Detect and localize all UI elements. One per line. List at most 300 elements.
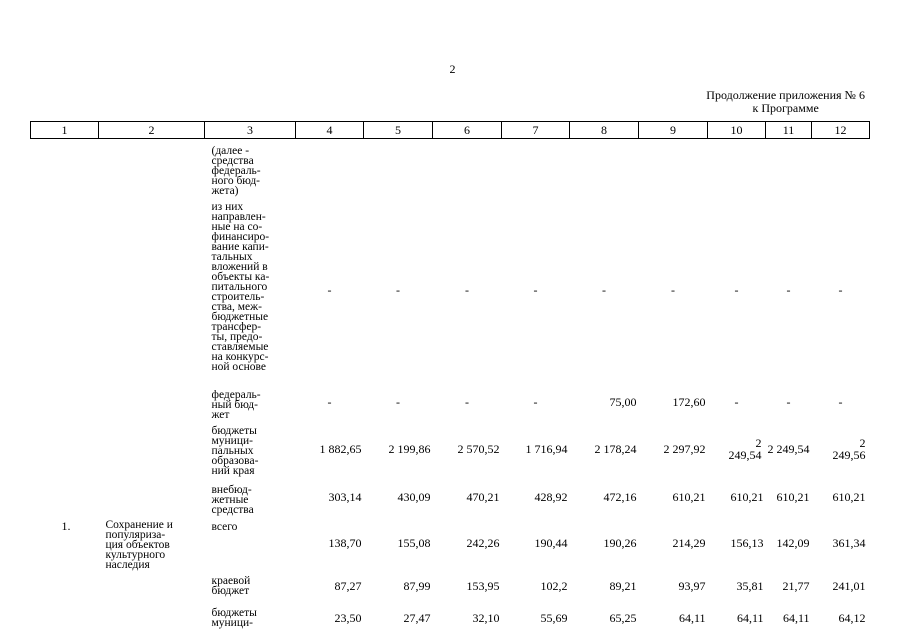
value: 472,16 xyxy=(603,490,637,504)
col-header: 3 xyxy=(205,122,296,139)
value-cell-body xyxy=(433,602,502,635)
value: 156,13 xyxy=(730,535,764,550)
value: 610,21 xyxy=(730,490,764,504)
value: - xyxy=(533,282,538,297)
funding-source-line: бюджеты xyxy=(211,424,257,437)
value-cell-body xyxy=(708,570,766,602)
value-cell xyxy=(570,384,639,420)
funding-source-line: ставляемые xyxy=(211,340,269,353)
value: 32,10 xyxy=(472,611,500,625)
value-cell xyxy=(639,420,708,479)
funding-source-line: ты, предо- xyxy=(211,330,263,343)
value: 55,69 xyxy=(540,611,568,625)
value-cell-body xyxy=(766,479,812,516)
funding-source-line: пальных xyxy=(211,444,254,457)
value-cell-body xyxy=(766,602,812,635)
value-cell xyxy=(570,479,639,516)
funding-source-line: муници- xyxy=(211,616,253,629)
funding-source-line: ного бюд- xyxy=(211,174,260,187)
value-cell xyxy=(296,384,364,420)
value: - xyxy=(838,394,843,409)
value-cell-body xyxy=(364,384,433,420)
value: - xyxy=(327,394,332,409)
value: - xyxy=(786,282,791,297)
value-cell xyxy=(502,384,570,420)
value-cell-body xyxy=(708,516,766,570)
value: 303,14 xyxy=(328,490,362,504)
value: 2 249,56 xyxy=(832,436,866,462)
value-cell xyxy=(766,196,812,384)
value-cell xyxy=(812,602,870,635)
value-cell xyxy=(364,570,433,602)
value: 89,21 xyxy=(609,578,637,593)
table-row xyxy=(31,384,870,420)
header-row xyxy=(31,122,870,139)
value-cell-body xyxy=(502,420,570,479)
value-cell-body xyxy=(296,196,364,384)
value-cell xyxy=(570,570,639,602)
value-cell-body xyxy=(812,196,870,384)
row-index-cell xyxy=(31,516,99,570)
value-cell xyxy=(296,420,364,479)
value-cell-body xyxy=(502,384,570,420)
value-cell xyxy=(708,384,766,420)
funding-source-line: средства xyxy=(211,154,254,167)
value: 153,95 xyxy=(466,578,500,593)
value-cell-body xyxy=(433,196,502,384)
value: - xyxy=(734,394,739,409)
value-cell-body xyxy=(812,479,870,516)
table-row xyxy=(31,420,870,479)
funding-source-line: строитель- xyxy=(211,290,265,303)
value-cell xyxy=(296,570,364,602)
table-row xyxy=(31,516,870,570)
value: 172,60 xyxy=(672,394,706,409)
value: 2 297,92 xyxy=(663,442,706,456)
value: 64,11 xyxy=(678,611,706,625)
funding-source-line: ный бюд- xyxy=(211,398,258,411)
value-cell-body xyxy=(502,602,570,635)
value: 428,92 xyxy=(534,490,568,504)
value-cell xyxy=(812,384,870,420)
table-row xyxy=(31,479,870,516)
funding-source-line: финансиро- xyxy=(211,230,270,243)
funding-source-line: муници- xyxy=(211,434,253,447)
value-cell xyxy=(639,196,708,384)
measure-name-cell xyxy=(99,384,205,420)
budget-table xyxy=(30,121,870,635)
continuation-line-1: Продолжение приложения № 6 xyxy=(706,88,865,102)
row-index-cell xyxy=(31,420,99,479)
value-cell xyxy=(570,420,639,479)
value-cell-body xyxy=(708,602,766,635)
value: 242,26 xyxy=(466,535,500,550)
value: 2 249,54 xyxy=(767,442,810,456)
value-cell xyxy=(708,516,766,570)
funding-source-cell xyxy=(205,384,296,420)
value-cell xyxy=(708,570,766,602)
value-cell-body xyxy=(502,516,570,570)
value-cell xyxy=(766,602,812,635)
funding-source-line: (далее - xyxy=(211,144,250,157)
value-cell xyxy=(639,384,708,420)
value-cell-body xyxy=(296,420,364,479)
funding-source-line: жет xyxy=(211,408,230,421)
value: - xyxy=(602,282,606,297)
value-cell xyxy=(364,420,433,479)
value-cell xyxy=(708,139,766,196)
value-cell-body xyxy=(364,196,433,384)
value-cell-body xyxy=(570,139,639,196)
value-cell xyxy=(502,602,570,635)
value-cell xyxy=(296,479,364,516)
row-index-cell xyxy=(31,384,99,420)
value-cell xyxy=(812,570,870,602)
value-cell xyxy=(364,479,433,516)
value: 102,2 xyxy=(540,578,568,593)
col-header: 4 xyxy=(296,122,364,139)
row-index-cell xyxy=(31,602,99,635)
funding-source-cell xyxy=(205,516,296,570)
value-cell-body xyxy=(296,602,364,635)
value-cell xyxy=(812,479,870,516)
funding-source-line: объекты ка- xyxy=(211,270,270,283)
value: 610,21 xyxy=(776,490,810,504)
value-cell-body xyxy=(296,384,364,420)
value-cell-body xyxy=(570,570,639,602)
value-cell xyxy=(296,196,364,384)
measure-name-cell xyxy=(99,196,205,384)
funding-source-line: направлен- xyxy=(211,210,266,223)
value-cell xyxy=(570,516,639,570)
col-header: 10 xyxy=(708,122,766,139)
continuation-note xyxy=(706,89,865,115)
funding-source-line: бюджет xyxy=(211,584,250,597)
value-cell-body xyxy=(812,570,870,602)
funding-source-line: бюджетные xyxy=(211,310,269,323)
value-cell xyxy=(502,196,570,384)
funding-source-line: вание капи- xyxy=(211,240,269,253)
value-cell xyxy=(639,139,708,196)
value: - xyxy=(396,282,400,297)
page-number: 2 xyxy=(449,62,456,76)
value: - xyxy=(396,394,400,409)
funding-source-line: вложений в xyxy=(211,260,268,273)
col-header: 11 xyxy=(766,122,812,139)
funding-source-line: внебюд- xyxy=(211,483,252,496)
value-cell xyxy=(433,196,502,384)
value-cell xyxy=(766,479,812,516)
funding-source-line: федераль- xyxy=(211,388,261,401)
table-row xyxy=(31,602,870,635)
value-cell-body xyxy=(708,139,766,196)
value-cell-body xyxy=(502,139,570,196)
value-cell-body xyxy=(639,420,708,479)
funding-source-cell xyxy=(205,420,296,479)
value-cell-body xyxy=(766,139,812,196)
value-cell-body xyxy=(433,570,502,602)
value-cell xyxy=(639,602,708,635)
value-cell-body xyxy=(708,384,766,420)
value-cell-body xyxy=(812,516,870,570)
value: - xyxy=(465,282,469,297)
value-cell xyxy=(433,384,502,420)
value: 75,00 xyxy=(609,394,637,409)
value-cell xyxy=(812,196,870,384)
value: 64,12 xyxy=(838,611,866,625)
value-cell-body xyxy=(364,139,433,196)
value: - xyxy=(327,282,332,297)
table-row xyxy=(31,139,870,196)
value-cell xyxy=(639,570,708,602)
value-cell xyxy=(502,479,570,516)
value-cell xyxy=(433,602,502,635)
value: 2 199,86 xyxy=(388,442,431,456)
value-cell xyxy=(766,139,812,196)
row-index-cell xyxy=(31,139,99,196)
value-cell xyxy=(433,420,502,479)
row-index-cell xyxy=(31,196,99,384)
funding-source-cell xyxy=(205,602,296,635)
value-cell-body xyxy=(639,196,708,384)
value: 1 882,65 xyxy=(319,442,362,456)
value-cell xyxy=(296,602,364,635)
value-cell xyxy=(502,516,570,570)
value-cell-body xyxy=(570,479,639,516)
value-cell xyxy=(364,139,433,196)
funding-source-line: образова- xyxy=(211,454,259,467)
value: 430,09 xyxy=(397,490,431,504)
value-cell-body xyxy=(364,570,433,602)
value-cell xyxy=(502,570,570,602)
funding-source-line: бюджеты xyxy=(211,606,257,619)
value: 470,21 xyxy=(466,490,500,504)
value-cell-body xyxy=(502,479,570,516)
value-cell-body xyxy=(296,516,364,570)
value-cell-body xyxy=(433,384,502,420)
value-cell-body xyxy=(296,479,364,516)
value-cell-body xyxy=(812,139,870,196)
value-cell xyxy=(364,196,433,384)
value-cell xyxy=(364,516,433,570)
value-cell xyxy=(502,420,570,479)
value-cell xyxy=(570,602,639,635)
value-cell-body xyxy=(296,139,364,196)
value: 190,44 xyxy=(534,535,568,550)
value-cell xyxy=(766,570,812,602)
col-header: 6 xyxy=(433,122,502,139)
funding-source-line: ной основе xyxy=(211,360,266,373)
value: 610,21 xyxy=(832,490,866,504)
value: 27,47 xyxy=(403,611,431,625)
value-cell-body xyxy=(812,602,870,635)
value: 93,97 xyxy=(678,578,706,593)
funding-source-line: трансфер- xyxy=(211,320,262,333)
table-row xyxy=(31,570,870,602)
measure-name-line: Сохранение и xyxy=(105,518,173,531)
value: 610,21 xyxy=(672,490,706,504)
value: - xyxy=(786,394,791,409)
funding-source-line: средства xyxy=(211,503,254,516)
value: 241,01 xyxy=(832,578,866,593)
value: 35,81 xyxy=(736,578,764,593)
funding-source-line: краевой xyxy=(211,574,251,587)
value: 142,09 xyxy=(776,535,810,550)
value-cell-body xyxy=(812,420,870,479)
row-index: 1. xyxy=(61,518,71,533)
value-cell-body xyxy=(570,420,639,479)
funding-source-line: питального xyxy=(211,280,268,293)
value-cell xyxy=(433,139,502,196)
value-cell xyxy=(812,139,870,196)
value-cell xyxy=(433,570,502,602)
value: - xyxy=(465,394,469,409)
row-index-cell xyxy=(31,570,99,602)
value-cell xyxy=(708,196,766,384)
value: 64,11 xyxy=(736,611,764,625)
value: 23,50 xyxy=(334,611,362,625)
value: - xyxy=(734,282,739,297)
value-cell xyxy=(433,516,502,570)
value-cell-body xyxy=(708,196,766,384)
value-cell xyxy=(502,139,570,196)
value-cell xyxy=(812,516,870,570)
value: 65,25 xyxy=(609,611,637,625)
value-cell-body xyxy=(639,602,708,635)
funding-source-line: ний края xyxy=(211,464,255,477)
value-cell-body xyxy=(364,420,433,479)
funding-source-line: жетные xyxy=(211,493,249,506)
value-cell xyxy=(364,602,433,635)
funding-source-line: тальных xyxy=(211,250,253,263)
value-cell-body xyxy=(766,196,812,384)
value-cell-body xyxy=(364,479,433,516)
col-header: 7 xyxy=(502,122,570,139)
measure-name-cell xyxy=(99,570,205,602)
value-cell-body xyxy=(639,570,708,602)
value-cell xyxy=(570,139,639,196)
funding-source-line: из них xyxy=(211,200,244,213)
value-cell xyxy=(766,420,812,479)
measure-name-line: культурного xyxy=(105,548,166,561)
measure-name-cell xyxy=(99,602,205,635)
value-cell-body xyxy=(766,420,812,479)
funding-source-cell xyxy=(205,479,296,516)
value-cell xyxy=(812,420,870,479)
measure-name-line: ция объектов xyxy=(105,538,170,551)
value: - xyxy=(533,394,538,409)
value: 1 716,94 xyxy=(525,442,568,456)
col-header: 5 xyxy=(364,122,433,139)
table-row xyxy=(31,196,870,384)
value-cell-body xyxy=(502,196,570,384)
value-cell xyxy=(639,479,708,516)
measure-name-cell xyxy=(99,479,205,516)
value-cell-body xyxy=(364,602,433,635)
value-cell xyxy=(708,602,766,635)
value-cell-body xyxy=(296,570,364,602)
funding-source-line: жета) xyxy=(211,184,239,197)
value-cell-body xyxy=(570,384,639,420)
value-cell xyxy=(766,384,812,420)
row-index-cell xyxy=(31,479,99,516)
col-header: 2 xyxy=(99,122,205,139)
value: 2 570,52 xyxy=(457,442,500,456)
value-cell xyxy=(296,139,364,196)
value-cell-body xyxy=(433,516,502,570)
value: 87,99 xyxy=(403,578,431,593)
value-cell xyxy=(296,516,364,570)
value: 138,70 xyxy=(328,535,362,550)
value: 2 249,54 xyxy=(728,436,762,462)
value-cell-body xyxy=(570,516,639,570)
col-header: 9 xyxy=(639,122,708,139)
funding-source-line: ные на со- xyxy=(211,220,263,233)
value-cell xyxy=(364,384,433,420)
measure-name-cell xyxy=(99,139,205,196)
funding-source-cell xyxy=(205,139,296,196)
value-cell-body xyxy=(502,570,570,602)
funding-source-line: ства, меж- xyxy=(211,300,262,313)
value-cell-body xyxy=(766,516,812,570)
value: - xyxy=(671,282,675,297)
value: 361,34 xyxy=(832,535,866,550)
value-cell xyxy=(433,479,502,516)
value-cell-body xyxy=(570,602,639,635)
funding-source-cell xyxy=(205,570,296,602)
value-cell xyxy=(708,479,766,516)
value-cell-body xyxy=(766,570,812,602)
value: 155,08 xyxy=(397,535,431,550)
funding-source-line: на конкурс- xyxy=(211,350,269,363)
col-header: 12 xyxy=(812,122,870,139)
measure-name-cell xyxy=(99,516,205,570)
value: 21,77 xyxy=(782,578,810,593)
value-cell-body xyxy=(639,516,708,570)
col-header: 1 xyxy=(31,122,99,139)
value: 2 178,24 xyxy=(594,442,637,456)
measure-name-line: наследия xyxy=(105,558,150,571)
value-cell xyxy=(639,516,708,570)
value-cell-body xyxy=(639,479,708,516)
col-header: 8 xyxy=(570,122,639,139)
value: 214,29 xyxy=(672,535,706,550)
value: - xyxy=(838,282,843,297)
value-cell-body xyxy=(766,384,812,420)
value-cell-body xyxy=(812,384,870,420)
value-cell-body xyxy=(708,420,766,479)
value: 64,11 xyxy=(782,611,810,625)
value-cell xyxy=(570,196,639,384)
continuation-line-2: к Программе xyxy=(752,101,819,115)
value-cell-body xyxy=(433,479,502,516)
value: 190,26 xyxy=(603,535,637,550)
value-cell-body xyxy=(570,196,639,384)
value-cell-body xyxy=(708,479,766,516)
value-cell xyxy=(708,420,766,479)
measure-name-cell xyxy=(99,420,205,479)
funding-source-line: всего xyxy=(211,520,238,533)
value-cell xyxy=(766,516,812,570)
value-cell-body xyxy=(639,384,708,420)
funding-source-cell xyxy=(205,196,296,384)
value-cell-body xyxy=(639,139,708,196)
measure-name-line: популяриза- xyxy=(105,528,166,541)
value-cell-body xyxy=(433,139,502,196)
value-cell-body xyxy=(364,516,433,570)
funding-source-line: федераль- xyxy=(211,164,261,177)
value-cell-body xyxy=(433,420,502,479)
